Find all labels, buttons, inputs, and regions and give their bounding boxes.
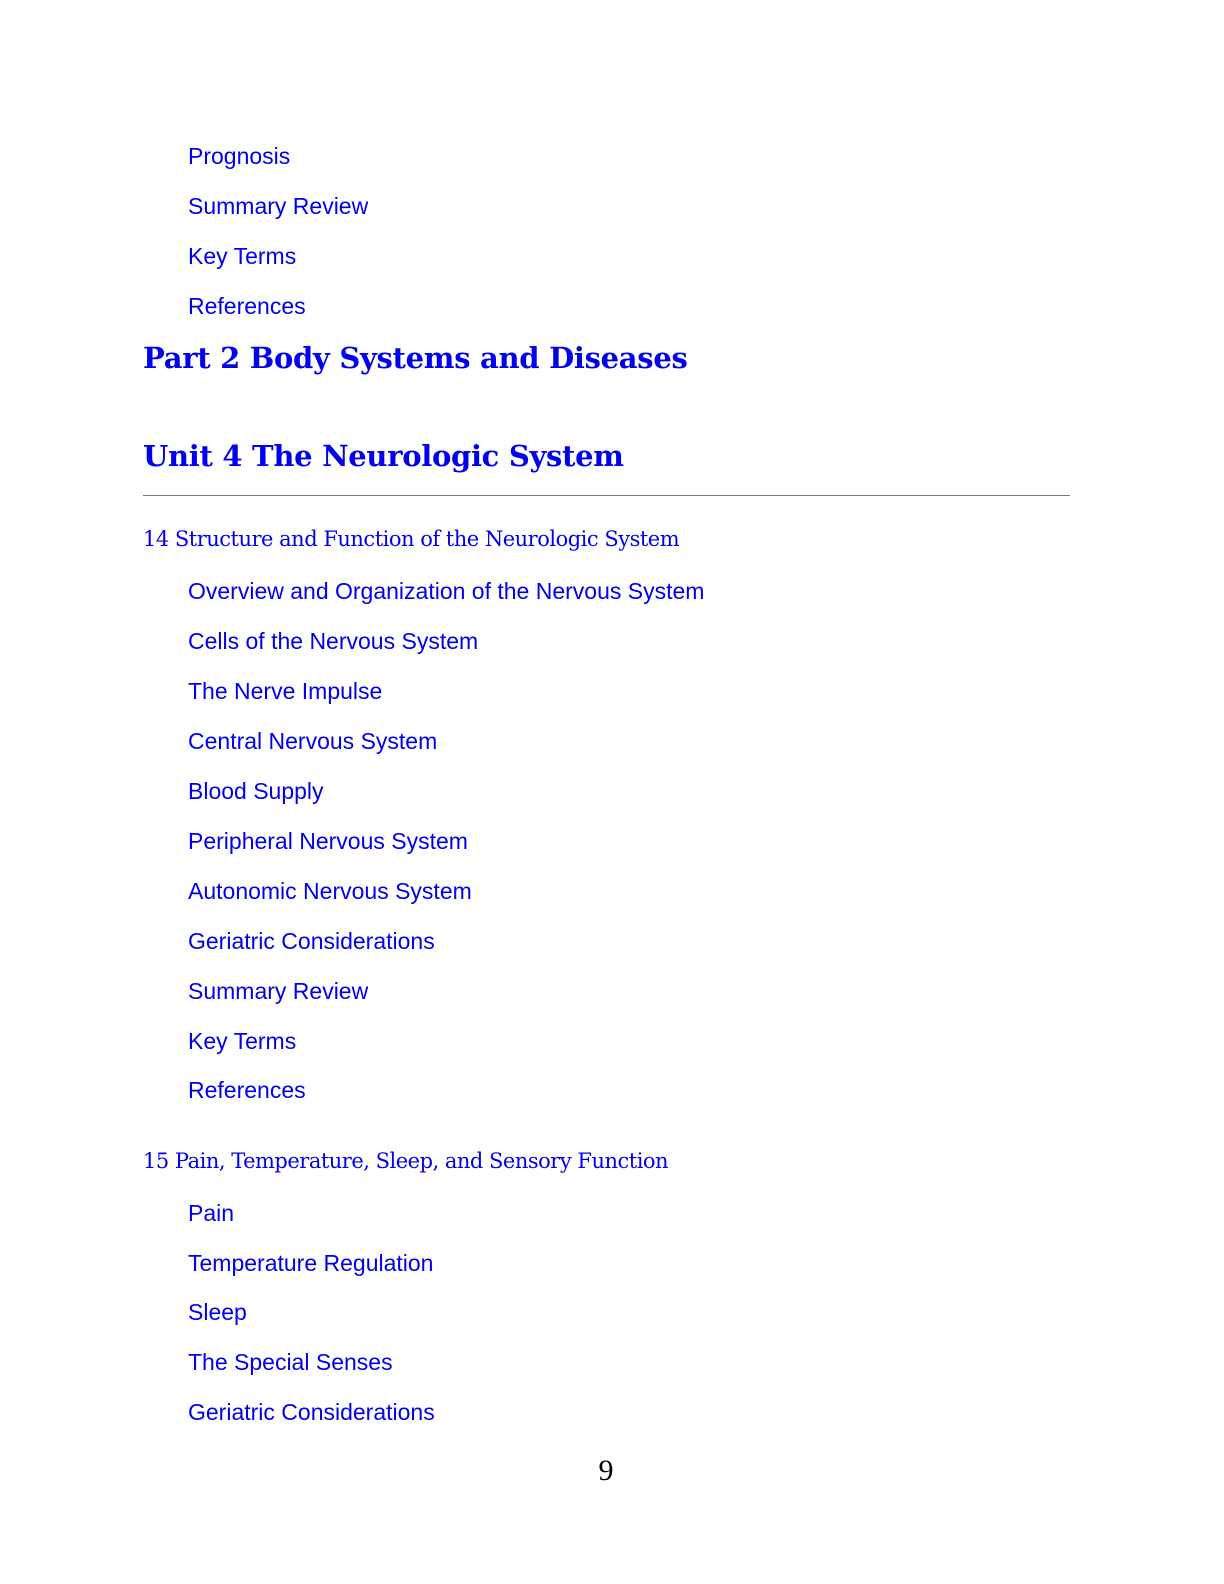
toc-entry-summary-review[interactable]: Summary Review: [188, 193, 369, 219]
toc-entry-summary-review[interactable]: Summary Review: [188, 978, 369, 1004]
toc-entry-pain[interactable]: Pain: [188, 1200, 235, 1226]
toc-chapter-15-title[interactable]: 15 Pain, Temperature, Sleep, and Sensory Function: [143, 1149, 669, 1173]
toc-entry-special-senses[interactable]: The Special Senses: [188, 1349, 393, 1375]
toc-entry-temperature-regulation[interactable]: Temperature Regulation: [188, 1250, 434, 1276]
toc-entry-prognosis[interactable]: Prognosis: [188, 143, 291, 169]
toc-entry-nerve-impulse[interactable]: The Nerve Impulse: [188, 678, 383, 704]
toc-entry-geriatric-considerations[interactable]: Geriatric Considerations: [188, 1399, 435, 1425]
toc-part-heading[interactable]: Part 2 Body Systems and Diseases: [143, 341, 688, 375]
toc-entry-autonomic-nervous-system[interactable]: Autonomic Nervous System: [188, 878, 472, 904]
toc-entry-peripheral-nervous-system[interactable]: Peripheral Nervous System: [188, 828, 468, 854]
toc-entry-blood-supply[interactable]: Blood Supply: [188, 778, 324, 804]
toc-entry-overview-organization[interactable]: Overview and Organization of the Nervous System: [188, 578, 705, 604]
page-number: 9: [598, 1454, 614, 1487]
section-divider: [143, 495, 1070, 496]
toc-entry-key-terms[interactable]: Key Terms: [188, 243, 297, 269]
toc-entry-key-terms[interactable]: Key Terms: [188, 1028, 297, 1054]
toc-entry-central-nervous-system[interactable]: Central Nervous System: [188, 728, 438, 754]
toc-entry-cells-nervous-system[interactable]: Cells of the Nervous System: [188, 628, 479, 654]
toc-entry-references[interactable]: References: [188, 1077, 306, 1103]
toc-entry-sleep[interactable]: Sleep: [188, 1299, 247, 1325]
toc-unit-heading[interactable]: Unit 4 The Neurologic System: [143, 439, 624, 473]
toc-entry-geriatric-considerations[interactable]: Geriatric Considerations: [188, 928, 435, 954]
toc-chapter-14-title[interactable]: 14 Structure and Function of the Neurologic System: [143, 527, 680, 551]
toc-entry-references[interactable]: References: [188, 293, 306, 319]
